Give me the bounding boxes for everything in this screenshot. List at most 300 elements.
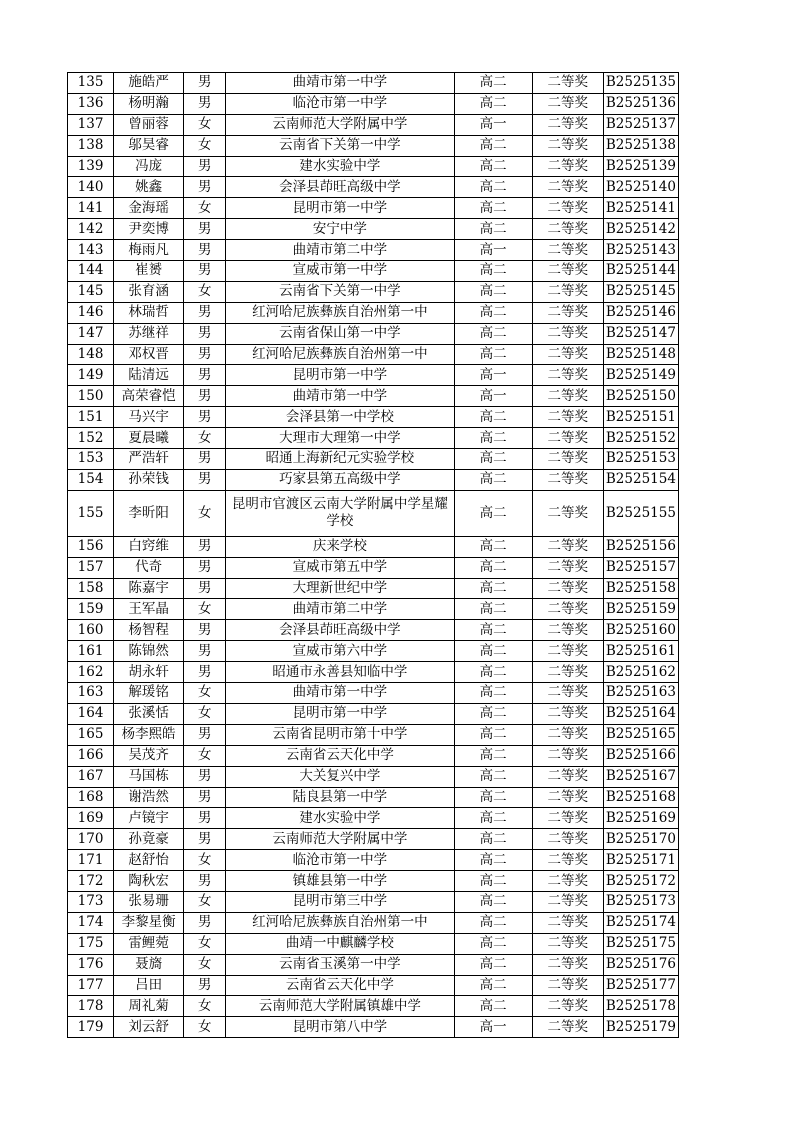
- student-name-cell: 雷鲤菀: [114, 933, 184, 954]
- student-name-cell: 邓权晋: [114, 344, 184, 365]
- certificate-code-cell: B2525162: [603, 662, 678, 683]
- student-name-cell: 陶秋宏: [114, 871, 184, 892]
- grade-cell: 高二: [454, 891, 532, 912]
- student-name-cell: 吴茂齐: [114, 745, 184, 766]
- certificate-code-cell: B2525140: [603, 177, 678, 198]
- grade-cell: 高二: [454, 808, 532, 829]
- certificate-code-cell: B2525139: [603, 156, 678, 177]
- gender-cell: 男: [184, 557, 226, 578]
- school-cell: 昆明市第八中学: [226, 1017, 454, 1038]
- table-row: [68, 829, 679, 850]
- row-number-cell: 138: [68, 135, 114, 156]
- table-row: [68, 662, 679, 683]
- school-cell: 大理新世纪中学: [226, 578, 454, 599]
- gender-cell: 女: [184, 198, 226, 219]
- row-number-cell: 149: [68, 365, 114, 386]
- student-name-cell: 张溪恬: [114, 703, 184, 724]
- grade-cell: 高二: [454, 261, 532, 282]
- table-row: [68, 871, 679, 892]
- certificate-code-cell: B2525148: [603, 344, 678, 365]
- student-name-cell: 陆清远: [114, 365, 184, 386]
- award-level-cell: 二等奖: [532, 996, 603, 1017]
- school-cell: 云南省保山第一中学: [226, 323, 454, 344]
- award-level-cell: 二等奖: [532, 219, 603, 240]
- gender-cell: 男: [184, 323, 226, 344]
- certificate-code-cell: B2525137: [603, 114, 678, 135]
- grade-cell: 高二: [454, 683, 532, 704]
- grade-cell: 高二: [454, 198, 532, 219]
- student-name-cell: 尹奕博: [114, 219, 184, 240]
- student-name-cell: 王军晶: [114, 599, 184, 620]
- gender-cell: 女: [184, 599, 226, 620]
- table-row: [68, 177, 679, 198]
- student-name-cell: 梅雨凡: [114, 240, 184, 261]
- award-level-cell: 二等奖: [532, 724, 603, 745]
- award-level-cell: 二等奖: [532, 93, 603, 114]
- school-cell: 云南省下关第一中学: [226, 135, 454, 156]
- student-name-cell: 姚鑫: [114, 177, 184, 198]
- grade-cell: 高一: [454, 1017, 532, 1038]
- school-cell: 建水实验中学: [226, 156, 454, 177]
- table-row: [68, 302, 679, 323]
- row-number-cell: 160: [68, 620, 114, 641]
- student-name-cell: 聂旖: [114, 954, 184, 975]
- row-number-cell: 151: [68, 407, 114, 428]
- student-name-cell: 李昕阳: [114, 490, 184, 536]
- gender-cell: 男: [184, 365, 226, 386]
- row-number-cell: 161: [68, 641, 114, 662]
- gender-cell: 女: [184, 683, 226, 704]
- student-name-cell: 赵舒怡: [114, 850, 184, 871]
- certificate-code-cell: B2525174: [603, 912, 678, 933]
- certificate-code-cell: B2525138: [603, 135, 678, 156]
- gender-cell: 男: [184, 766, 226, 787]
- gender-cell: 男: [184, 261, 226, 282]
- school-cell: 曲靖一中麒麟学校: [226, 933, 454, 954]
- school-cell: 大理市大理第一中学: [226, 428, 454, 449]
- school-cell: 云南师范大学附属中学: [226, 114, 454, 135]
- grade-cell: 高二: [454, 344, 532, 365]
- row-number-cell: 163: [68, 683, 114, 704]
- gender-cell: 女: [184, 850, 226, 871]
- student-name-cell: 代奇: [114, 557, 184, 578]
- row-number-cell: 171: [68, 850, 114, 871]
- award-level-cell: 二等奖: [532, 261, 603, 282]
- grade-cell: 高二: [454, 469, 532, 490]
- student-name-cell: 孙荣钱: [114, 469, 184, 490]
- school-cell: 曲靖市第二中学: [226, 240, 454, 261]
- row-number-cell: 166: [68, 745, 114, 766]
- table-row: [68, 156, 679, 177]
- school-cell: 宣威市第六中学: [226, 641, 454, 662]
- certificate-code-cell: B2525161: [603, 641, 678, 662]
- table-row: [68, 73, 679, 94]
- school-cell: 云南省云天化中学: [226, 745, 454, 766]
- school-cell: 会泽县茚旺高级中学: [226, 620, 454, 641]
- school-cell: 大关复兴中学: [226, 766, 454, 787]
- school-cell: 宣威市第五中学: [226, 557, 454, 578]
- gender-cell: 女: [184, 428, 226, 449]
- gender-cell: 男: [184, 808, 226, 829]
- school-cell: 昭通市永善县知临中学: [226, 662, 454, 683]
- school-cell: 云南师范大学附属镇雄中学: [226, 996, 454, 1017]
- row-number-cell: 159: [68, 599, 114, 620]
- award-level-cell: 二等奖: [532, 490, 603, 536]
- table-row: [68, 428, 679, 449]
- grade-cell: 高一: [454, 240, 532, 261]
- row-number-cell: 173: [68, 891, 114, 912]
- table-row: [68, 703, 679, 724]
- gender-cell: 男: [184, 787, 226, 808]
- award-level-cell: 二等奖: [532, 365, 603, 386]
- student-name-cell: 施皓严: [114, 73, 184, 94]
- student-name-cell: 李黎星衡: [114, 912, 184, 933]
- gender-cell: 女: [184, 933, 226, 954]
- award-level-cell: 二等奖: [532, 536, 603, 557]
- gender-cell: 女: [184, 996, 226, 1017]
- table-row: [68, 449, 679, 470]
- table-row: [68, 912, 679, 933]
- gender-cell: 男: [184, 177, 226, 198]
- grade-cell: 高二: [454, 871, 532, 892]
- school-cell: 曲靖市第一中学: [226, 73, 454, 94]
- school-cell: 会泽县茚旺高级中学: [226, 177, 454, 198]
- school-cell: 云南省下关第一中学: [226, 281, 454, 302]
- awards-table-body: [68, 73, 679, 1038]
- row-number-cell: 176: [68, 954, 114, 975]
- student-name-cell: 周礼菊: [114, 996, 184, 1017]
- certificate-code-cell: B2525145: [603, 281, 678, 302]
- gender-cell: 男: [184, 536, 226, 557]
- certificate-code-cell: B2525135: [603, 73, 678, 94]
- gender-cell: 女: [184, 954, 226, 975]
- grade-cell: 高二: [454, 557, 532, 578]
- gender-cell: 男: [184, 219, 226, 240]
- gender-cell: 男: [184, 93, 226, 114]
- award-level-cell: 二等奖: [532, 829, 603, 850]
- table-row: [68, 724, 679, 745]
- school-cell: 陆良县第一中学: [226, 787, 454, 808]
- award-level-cell: 二等奖: [532, 954, 603, 975]
- student-name-cell: 张易珊: [114, 891, 184, 912]
- gender-cell: 女: [184, 114, 226, 135]
- row-number-cell: 165: [68, 724, 114, 745]
- row-number-cell: 145: [68, 281, 114, 302]
- award-level-cell: 二等奖: [532, 933, 603, 954]
- table-row: [68, 578, 679, 599]
- school-cell: 宣威市第一中学: [226, 261, 454, 282]
- table-row: [68, 1017, 679, 1038]
- grade-cell: 高二: [454, 177, 532, 198]
- gender-cell: 男: [184, 829, 226, 850]
- certificate-code-cell: B2525146: [603, 302, 678, 323]
- student-name-cell: 高荣睿恺: [114, 386, 184, 407]
- row-number-cell: 169: [68, 808, 114, 829]
- student-name-cell: 杨智程: [114, 620, 184, 641]
- table-row: [68, 683, 679, 704]
- award-level-cell: 二等奖: [532, 281, 603, 302]
- award-level-cell: 二等奖: [532, 114, 603, 135]
- certificate-code-cell: B2525179: [603, 1017, 678, 1038]
- award-level-cell: 二等奖: [532, 850, 603, 871]
- gender-cell: 男: [184, 469, 226, 490]
- certificate-code-cell: B2525163: [603, 683, 678, 704]
- student-name-cell: 吕田: [114, 975, 184, 996]
- school-cell: 红河哈尼族彝族自治州第一中: [226, 344, 454, 365]
- school-cell: 昆明市官渡区云南大学附属中学星耀学校: [226, 490, 454, 536]
- certificate-code-cell: B2525176: [603, 954, 678, 975]
- row-number-cell: 139: [68, 156, 114, 177]
- grade-cell: 高二: [454, 850, 532, 871]
- grade-cell: 高二: [454, 745, 532, 766]
- table-row: [68, 954, 679, 975]
- gender-cell: 女: [184, 281, 226, 302]
- certificate-code-cell: B2525158: [603, 578, 678, 599]
- school-cell: 昆明市第三中学: [226, 891, 454, 912]
- gender-cell: 男: [184, 407, 226, 428]
- table-row: [68, 891, 679, 912]
- gender-cell: 男: [184, 578, 226, 599]
- grade-cell: 高二: [454, 281, 532, 302]
- certificate-code-cell: B2525136: [603, 93, 678, 114]
- student-name-cell: 白窍维: [114, 536, 184, 557]
- gender-cell: 男: [184, 449, 226, 470]
- gender-cell: 男: [184, 724, 226, 745]
- school-cell: 红河哈尼族彝族自治州第一中: [226, 302, 454, 323]
- school-cell: 昭通上海新纪元实验学校: [226, 449, 454, 470]
- award-level-cell: 二等奖: [532, 73, 603, 94]
- school-cell: 建水实验中学: [226, 808, 454, 829]
- award-level-cell: 二等奖: [532, 302, 603, 323]
- student-name-cell: 马兴宇: [114, 407, 184, 428]
- certificate-code-cell: B2525156: [603, 536, 678, 557]
- gender-cell: 男: [184, 240, 226, 261]
- table-row: [68, 261, 679, 282]
- certificate-code-cell: B2525153: [603, 449, 678, 470]
- award-level-cell: 二等奖: [532, 177, 603, 198]
- table-row: [68, 599, 679, 620]
- student-name-cell: 刘云舒: [114, 1017, 184, 1038]
- gender-cell: 女: [184, 490, 226, 536]
- certificate-code-cell: B2525141: [603, 198, 678, 219]
- certificate-code-cell: B2525160: [603, 620, 678, 641]
- school-cell: 安宁中学: [226, 219, 454, 240]
- student-name-cell: 胡永轩: [114, 662, 184, 683]
- grade-cell: 高二: [454, 407, 532, 428]
- school-cell: 昆明市第一中学: [226, 703, 454, 724]
- grade-cell: 高二: [454, 599, 532, 620]
- award-level-cell: 二等奖: [532, 808, 603, 829]
- award-level-cell: 二等奖: [532, 578, 603, 599]
- gender-cell: 男: [184, 302, 226, 323]
- row-number-cell: 140: [68, 177, 114, 198]
- certificate-code-cell: B2525165: [603, 724, 678, 745]
- school-cell: 临沧市第一中学: [226, 850, 454, 871]
- certificate-code-cell: B2525150: [603, 386, 678, 407]
- table-row: [68, 975, 679, 996]
- table-row: [68, 114, 679, 135]
- award-level-cell: 二等奖: [532, 557, 603, 578]
- grade-cell: 高二: [454, 219, 532, 240]
- grade-cell: 高二: [454, 724, 532, 745]
- student-name-cell: 崔赟: [114, 261, 184, 282]
- award-level-cell: 二等奖: [532, 641, 603, 662]
- row-number-cell: 154: [68, 469, 114, 490]
- certificate-code-cell: B2525159: [603, 599, 678, 620]
- gender-cell: 男: [184, 912, 226, 933]
- award-level-cell: 二等奖: [532, 871, 603, 892]
- grade-cell: 高二: [454, 536, 532, 557]
- row-number-cell: 167: [68, 766, 114, 787]
- student-name-cell: 严浩轩: [114, 449, 184, 470]
- certificate-code-cell: B2525166: [603, 745, 678, 766]
- award-level-cell: 二等奖: [532, 620, 603, 641]
- grade-cell: 高二: [454, 490, 532, 536]
- grade-cell: 高二: [454, 641, 532, 662]
- award-level-cell: 二等奖: [532, 703, 603, 724]
- row-number-cell: 146: [68, 302, 114, 323]
- grade-cell: 高二: [454, 428, 532, 449]
- grade-cell: 高二: [454, 302, 532, 323]
- certificate-code-cell: B2525167: [603, 766, 678, 787]
- grade-cell: 高二: [454, 93, 532, 114]
- row-number-cell: 168: [68, 787, 114, 808]
- row-number-cell: 135: [68, 73, 114, 94]
- school-cell: 庆来学校: [226, 536, 454, 557]
- gender-cell: 女: [184, 135, 226, 156]
- row-number-cell: 141: [68, 198, 114, 219]
- grade-cell: 高二: [454, 73, 532, 94]
- table-row: [68, 281, 679, 302]
- grade-cell: 高一: [454, 114, 532, 135]
- award-level-cell: 二等奖: [532, 428, 603, 449]
- school-cell: 临沧市第一中学: [226, 93, 454, 114]
- award-level-cell: 二等奖: [532, 912, 603, 933]
- table-row: [68, 787, 679, 808]
- row-number-cell: 170: [68, 829, 114, 850]
- grade-cell: 高二: [454, 996, 532, 1017]
- row-number-cell: 172: [68, 871, 114, 892]
- certificate-code-cell: B2525173: [603, 891, 678, 912]
- grade-cell: 高二: [454, 766, 532, 787]
- table-row: [68, 469, 679, 490]
- school-cell: 镇雄县第一中学: [226, 871, 454, 892]
- grade-cell: 高二: [454, 449, 532, 470]
- award-level-cell: 二等奖: [532, 745, 603, 766]
- student-name-cell: 杨李熙皓: [114, 724, 184, 745]
- certificate-code-cell: B2525144: [603, 261, 678, 282]
- table-row: [68, 93, 679, 114]
- gender-cell: 男: [184, 386, 226, 407]
- gender-cell: 女: [184, 703, 226, 724]
- table-row: [68, 808, 679, 829]
- school-cell: 昆明市第一中学: [226, 365, 454, 386]
- student-name-cell: 张育涵: [114, 281, 184, 302]
- school-cell: 昆明市第一中学: [226, 198, 454, 219]
- table-row: [68, 620, 679, 641]
- student-name-cell: 卢镜宇: [114, 808, 184, 829]
- school-cell: 巧家县第五高级中学: [226, 469, 454, 490]
- certificate-code-cell: B2525147: [603, 323, 678, 344]
- gender-cell: 男: [184, 73, 226, 94]
- certificate-code-cell: B2525154: [603, 469, 678, 490]
- student-name-cell: 杨明瀚: [114, 93, 184, 114]
- certificate-code-cell: B2525168: [603, 787, 678, 808]
- grade-cell: 高二: [454, 578, 532, 599]
- student-name-cell: 马国栋: [114, 766, 184, 787]
- award-level-cell: 二等奖: [532, 344, 603, 365]
- award-level-cell: 二等奖: [532, 156, 603, 177]
- table-row: [68, 557, 679, 578]
- row-number-cell: 144: [68, 261, 114, 282]
- table-row: [68, 219, 679, 240]
- certificate-code-cell: B2525172: [603, 871, 678, 892]
- award-level-cell: 二等奖: [532, 1017, 603, 1038]
- grade-cell: 高二: [454, 703, 532, 724]
- school-cell: 红河哈尼族彝族自治州第一中: [226, 912, 454, 933]
- gender-cell: 男: [184, 975, 226, 996]
- award-level-cell: 二等奖: [532, 198, 603, 219]
- grade-cell: 高二: [454, 787, 532, 808]
- certificate-code-cell: B2525149: [603, 365, 678, 386]
- certificate-code-cell: B2525143: [603, 240, 678, 261]
- table-row: [68, 536, 679, 557]
- gender-cell: 男: [184, 662, 226, 683]
- table-row: [68, 386, 679, 407]
- award-level-cell: 二等奖: [532, 766, 603, 787]
- row-number-cell: 162: [68, 662, 114, 683]
- school-cell: 云南省云天化中学: [226, 975, 454, 996]
- student-name-cell: 金海瑶: [114, 198, 184, 219]
- row-number-cell: 136: [68, 93, 114, 114]
- row-number-cell: 178: [68, 996, 114, 1017]
- certificate-code-cell: B2525155: [603, 490, 678, 536]
- student-name-cell: 苏继祥: [114, 323, 184, 344]
- table-row: [68, 323, 679, 344]
- certificate-code-cell: B2525157: [603, 557, 678, 578]
- certificate-code-cell: B2525171: [603, 850, 678, 871]
- certificate-code-cell: B2525170: [603, 829, 678, 850]
- award-level-cell: 二等奖: [532, 662, 603, 683]
- certificate-code-cell: B2525177: [603, 975, 678, 996]
- table-row: [68, 240, 679, 261]
- row-number-cell: 179: [68, 1017, 114, 1038]
- table-row: [68, 766, 679, 787]
- row-number-cell: 150: [68, 386, 114, 407]
- row-number-cell: 155: [68, 490, 114, 536]
- grade-cell: 高二: [454, 912, 532, 933]
- student-name-cell: 谢浩然: [114, 787, 184, 808]
- gender-cell: 男: [184, 344, 226, 365]
- student-name-cell: 孙竟豪: [114, 829, 184, 850]
- table-row: [68, 745, 679, 766]
- certificate-code-cell: B2525164: [603, 703, 678, 724]
- certificate-code-cell: B2525152: [603, 428, 678, 449]
- student-name-cell: 邬昊睿: [114, 135, 184, 156]
- award-level-cell: 二等奖: [532, 469, 603, 490]
- student-name-cell: 陈嘉宇: [114, 578, 184, 599]
- certificate-code-cell: B2525142: [603, 219, 678, 240]
- school-cell: 云南省玉溪第一中学: [226, 954, 454, 975]
- gender-cell: 男: [184, 620, 226, 641]
- table-row: [68, 198, 679, 219]
- student-name-cell: 冯庞: [114, 156, 184, 177]
- gender-cell: 女: [184, 1017, 226, 1038]
- gender-cell: 男: [184, 641, 226, 662]
- table-row: [68, 850, 679, 871]
- school-cell: 曲靖市第一中学: [226, 683, 454, 704]
- gender-cell: 女: [184, 891, 226, 912]
